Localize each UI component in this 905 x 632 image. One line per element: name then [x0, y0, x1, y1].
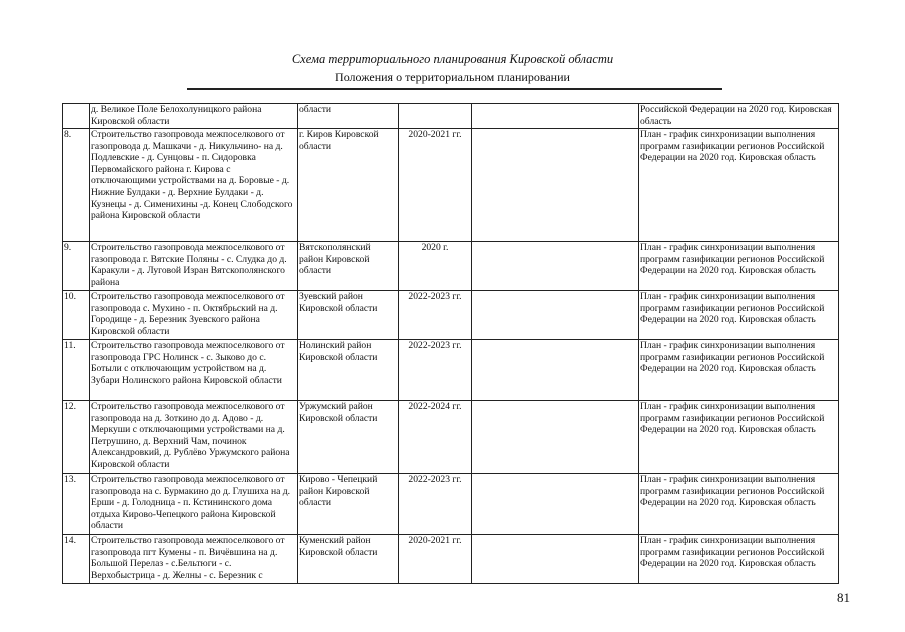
project-source: План - график синхронизации выполнения программ газификации регионов Российской Федерации на 2020 год. Кировская область [639, 129, 839, 242]
project-name: д. Великое Поле Белохолуницкого района Кировской области [90, 104, 298, 129]
project-period: 2020-2021 гг. [399, 129, 472, 242]
header-rule [187, 88, 722, 90]
page-number: 81 [837, 590, 850, 605]
table-row [63, 242, 839, 291]
project-period [399, 104, 472, 129]
empty-cell [472, 291, 639, 340]
table-row [63, 291, 839, 340]
empty-cell [472, 104, 639, 129]
project-period: 2020-2021 гг. [399, 535, 472, 584]
project-location: Нолинский район Кировской области [298, 340, 399, 401]
project-name: Строительство газопровода межпоселкового от газопровода на с. Бурмакино до д. Глушиха на д. Ерши - д. Голодница - п. Кстининского дома отдыха Кирово-Чепецкого района Кировской области [90, 474, 298, 535]
project-name: Строительство газопровода межпоселкового от газопровода г. Вятские Поляны - с. Слудка до д. Каракули - д. Луговой Изран Вятскополянского района [90, 242, 298, 291]
table-row [63, 129, 839, 242]
empty-cell [472, 340, 639, 401]
empty-cell [472, 242, 639, 291]
project-period: 2022-2023 гг. [399, 340, 472, 401]
table-row [63, 535, 839, 584]
table-row [63, 104, 839, 129]
projects-table [62, 103, 839, 584]
project-name: Строительство газопровода межпоселкового от газопровода пгт Кумены - п. Вичёвшина на д. Большой Перелаз - с.Бельтюги - с. Верхобыстрица - д. Желны - с. Березник с [90, 535, 298, 584]
row-number [63, 104, 90, 129]
row-number: 8. [63, 129, 90, 242]
row-number: 11. [63, 340, 90, 401]
project-name: Строительство газопровода межпоселкового от газопровода на д. Зоткино до д. Адово - д. Меркуши с отключающими устройствами на д. Петрушино, д. Верхний Чам, починок Александровкий, д. Рублёво Уржумского района Кировской области [90, 401, 298, 474]
project-period: 2022-2024 гг. [399, 401, 472, 474]
project-name: Строительство газопровода межпоселкового от газопровода ГРС Нолинск - с. Зыково до с. Ботыли с отключающим устройством на д. Зубари Нолинского района Кировской области [90, 340, 298, 401]
project-location: Кирово - Чепецкий район Кировской области [298, 474, 399, 535]
empty-cell [472, 535, 639, 584]
project-source: План - график синхронизации выполнения программ газификации регионов Российской Федерации на 2020 год. Кировская область [639, 340, 839, 401]
project-name: Строительство газопровода межпоселкового от газопровода д. Машкачи - д. Никульчино- на д. Подлевские - д. Сунцовы - п. Сидоровка Первомайского района г. Кирова с отключающими устройствами на д. Боровые - д. Нижние Булдаки - д. Верхние Булдаки - д. Кузнецы - д. Сименихины -д. Конец Слободского района Кировской области [90, 129, 298, 242]
table-row [63, 401, 839, 474]
table-row [63, 474, 839, 535]
project-period: 2022-2023 гг. [399, 291, 472, 340]
empty-cell [472, 129, 639, 242]
document-title: Схема территориального планирования Кировской области [291, 52, 614, 66]
row-number: 12. [63, 401, 90, 474]
project-period: 2020 г. [399, 242, 472, 291]
empty-cell [472, 401, 639, 474]
row-number: 10. [63, 291, 90, 340]
project-location: Вятскополянский район Кировской области [298, 242, 399, 291]
row-number: 14. [63, 535, 90, 584]
row-number: 9. [63, 242, 90, 291]
empty-cell [472, 474, 639, 535]
project-source: План - график синхронизации выполнения программ газификации регионов Российской Федерации на 2020 год. Кировская область [639, 291, 839, 340]
document-subtitle: Положения о территориальном планировании [335, 70, 570, 84]
project-location: области [298, 104, 399, 129]
table-row [63, 340, 839, 401]
project-location: Уржумский район Кировской области [298, 401, 399, 474]
project-source: План - график синхронизации выполнения программ газификации регионов Российской Федерации на 2020 год. Кировская область [639, 242, 839, 291]
project-source: План - график синхронизации выполнения программ газификации регионов Российской Федерации на 2020 год. Кировская область [639, 535, 839, 584]
project-period: 2022-2023 гг. [399, 474, 472, 535]
project-location: Куменский район Кировской области [298, 535, 399, 584]
project-source: План - график синхронизации выполнения программ газификации регионов Российской Федерации на 2020 год. Кировская область [639, 474, 839, 535]
project-location: Зуевский район Кировской области [298, 291, 399, 340]
project-location: г. Киров Кировской области [298, 129, 399, 242]
project-source: Российской Федерации на 2020 год. Кировская область [639, 104, 839, 129]
row-number: 13. [63, 474, 90, 535]
project-source: План - график синхронизации выполнения программ газификации регионов Российской Федерации на 2020 год. Кировская область [639, 401, 839, 474]
project-name: Строительство газопровода межпоселкового от газопровода с. Мухино - п. Октябрьский на д. Городище - д. Березник Зуевского района Кировской области [90, 291, 298, 340]
